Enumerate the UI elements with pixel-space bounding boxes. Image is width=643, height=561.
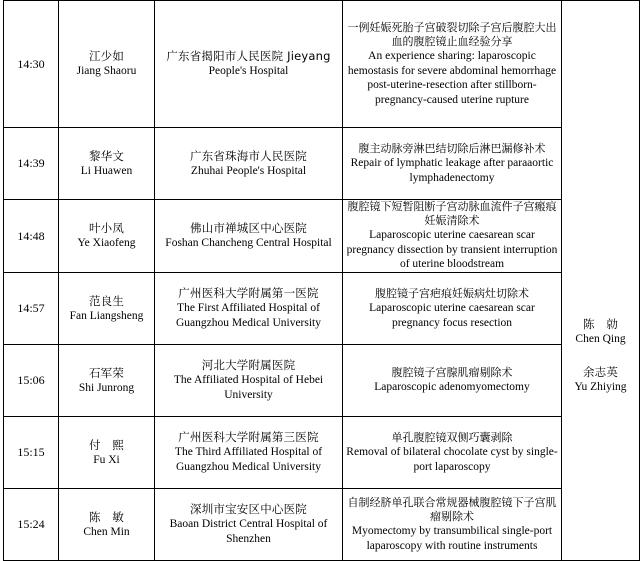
time-cell: 15:15: [4, 417, 59, 489]
hospital-cell: [155, 200, 343, 273]
speaker-name-zh: 江少如: [88, 49, 125, 63]
chair-separator: [564, 347, 637, 365]
hospital-name-en: The Affiliated Hospital of Hebei University: [173, 374, 324, 401]
chair-name-en: Chen Qing: [575, 332, 626, 345]
topic-en: Myomectomy by transumbilical single-port laparoscopy with routine instruments: [351, 525, 553, 552]
speaker-name-en: Jiang Shaoru: [76, 65, 137, 77]
speaker-name-zh: 石军荣: [88, 365, 125, 380]
hospital-name-en: The First Affiliated Hospital of Guangzhou Medical University: [176, 302, 321, 329]
topic-en: An experience sharing: laparoscopic hemostasis for severe abdominal hemorrhage post-uterine-resection after stillborn-pregnancy-caused uterine rupture: [347, 50, 557, 106]
speaker-cell: [59, 417, 155, 489]
hospital-cell: [155, 128, 343, 200]
table-row: [4, 417, 640, 489]
topic-cell: [343, 489, 562, 561]
hospital-cell: [155, 345, 343, 417]
hospital-cell: [155, 273, 343, 345]
topic-cell: [343, 345, 562, 417]
topic-en: Removal of bilateral chocolate cyst by single-port laparoscopy: [346, 446, 558, 473]
speaker-name-en: Fan Liangsheng: [69, 309, 144, 322]
hospital-name-zh: 广州医科大学附属第三医院: [178, 430, 319, 444]
speaker-name-zh: 陈 敏: [88, 509, 125, 524]
topic-en: Laparoscopic uterine caesarean scar pregnancy focus resection: [369, 302, 535, 329]
topic-zh: 腹腔镜下短暂阻断子宫动脉血流件子宫瘢痕妊娠清除术: [347, 200, 557, 228]
speaker-name-zh: 叶小凤: [88, 221, 125, 235]
table-row: [4, 273, 640, 345]
topic-zh: 腹腔镜子宫腺肌瘤剔除术: [391, 366, 513, 380]
hospital-name-en: The Third Affiliated Hospital of Guangzhou Medical University: [174, 446, 323, 473]
topic-en: Repair of lymphatic leakage after paraaortic lymphadenectomy: [350, 157, 554, 184]
hospital-cell: [155, 1, 343, 128]
chair-name-zh: 余志英: [582, 364, 619, 379]
topic-en: Laparoscopic uterine caesarean scar pregnancy dissection by transient interruption of uterine bloodstream: [346, 229, 558, 271]
schedule-table: [3, 0, 640, 561]
hospital-name-en: Zhuhai People's Hospital: [190, 164, 307, 177]
time-cell: 15:24: [4, 489, 59, 561]
table-row: [4, 1, 640, 128]
hospital-name-zh: 广东省珠海市人民医院: [190, 148, 307, 163]
chairs-cell: [562, 1, 640, 561]
speaker-cell: [59, 273, 155, 345]
topic-zh: 腹腔镜子宫疤痕妊娠病灶切除术: [375, 287, 529, 300]
topic-cell: [343, 200, 562, 273]
topic-cell: [343, 273, 562, 345]
speaker-cell: [59, 345, 155, 417]
speaker-name-zh: 付 熙: [88, 437, 125, 452]
hospital-name-zh: 佛山市禅城区中心医院: [190, 221, 307, 235]
topic-cell: [343, 128, 562, 200]
topic-zh: 一例妊娠死胎子宫破裂切除子宫后腹腔大出血的腹腔镜止血经验分享: [347, 21, 557, 48]
speaker-name-zh: 黎华文: [88, 148, 125, 163]
hospital-name-zh: 河北大学附属医院: [201, 358, 296, 372]
topic-zh: 单孔腹腔镜双侧巧囊剥除: [391, 431, 513, 444]
hospital-name-zh: 广州医科大学附属第一医院: [178, 286, 319, 300]
topic-cell: [343, 417, 562, 489]
speaker-cell: [59, 128, 155, 200]
topic-en: Laparoscopic adenomyomectomy: [374, 381, 530, 394]
hospital-cell: [155, 489, 343, 561]
table-row: [4, 489, 640, 561]
hospital-name-en: Foshan Chancheng Central Hospital: [165, 237, 332, 249]
hospital-name-zh: 广东省揭阳市人民医院 Jieyang: [166, 49, 331, 63]
time-cell: 14:39: [4, 128, 59, 200]
table-row: [4, 128, 640, 200]
time-cell: 15:06: [4, 345, 59, 417]
topic-zh: 腹主动脉旁淋巴结切除后淋巴漏修补术: [358, 142, 546, 155]
table-row: [4, 200, 640, 273]
speaker-cell: [59, 1, 155, 128]
speaker-cell: [59, 200, 155, 273]
time-cell: 14:30: [4, 1, 59, 128]
speaker-name-en: Fu Xi: [93, 453, 120, 466]
topic-cell: [343, 1, 562, 128]
chair-name-en: Yu Zhiying: [574, 380, 627, 393]
hospital-name-en: People's Hospital: [208, 65, 289, 77]
speaker-name-en: Ye Xiaofeng: [77, 237, 136, 249]
hospital-name-zh: 深圳市宝安区中心医院: [190, 502, 307, 516]
chair-name-zh: 陈 勍: [582, 316, 619, 331]
speaker-name-en: Chen Min: [83, 525, 130, 538]
speaker-name-en: Li Huawen: [80, 164, 133, 177]
topic-zh: 自制经脐单孔联合常规器械腹腔镜下子宫肌瘤剔除术: [347, 496, 557, 523]
hospital-cell: [155, 417, 343, 489]
time-cell: 14:48: [4, 200, 59, 273]
speaker-name-en: Shi Junrong: [78, 381, 135, 394]
time-cell: 14:57: [4, 273, 59, 345]
table-row: [4, 345, 640, 417]
speaker-cell: [59, 489, 155, 561]
speaker-name-zh: 范良生: [88, 293, 125, 308]
hospital-name-en: Baoan District Central Hospital of Shenzhen: [169, 518, 328, 545]
